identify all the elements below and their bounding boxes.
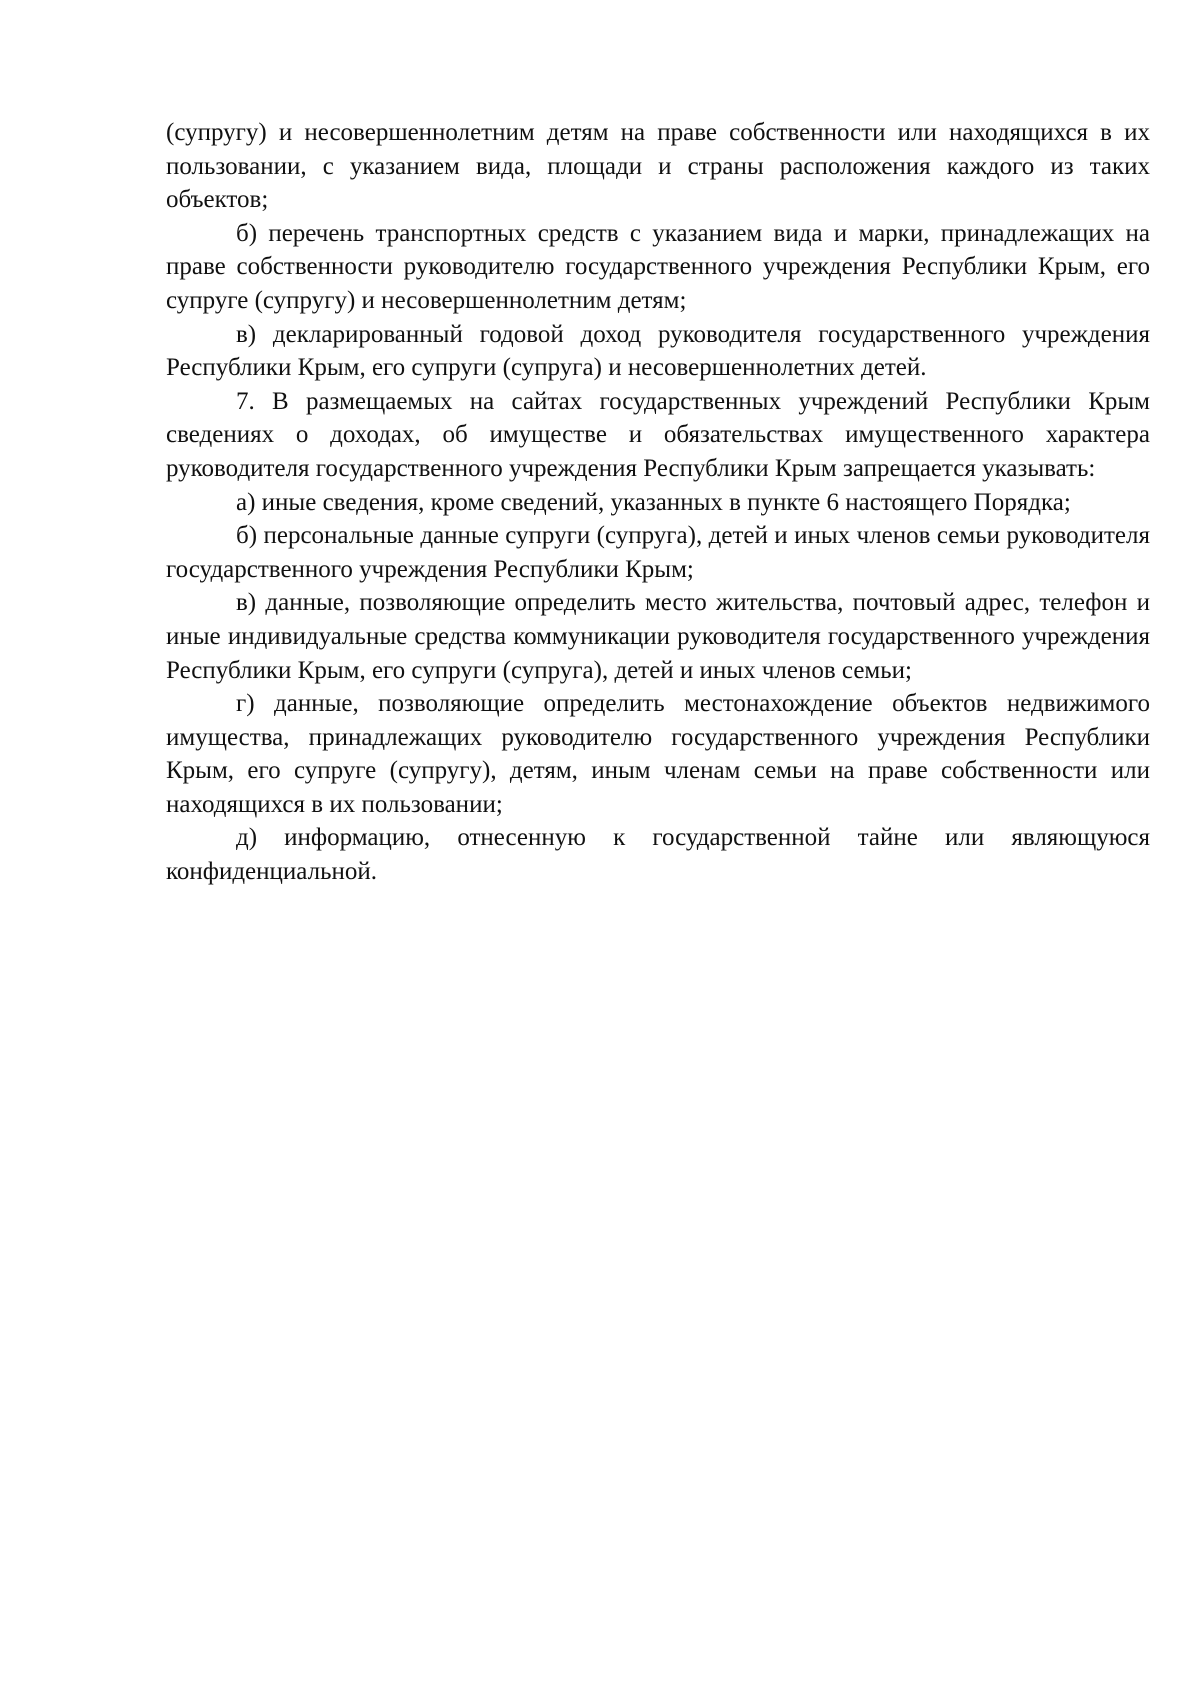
paragraph-item-v-residence-data: в) данные, позволяющие определить место жительства, почтовый адрес, телефон и иные индивидуальные средства коммуникации руководителя государственного учреждения Республики Крым, его супруги (супруга), детей и иных членов семьи; (166, 589, 1150, 684)
paragraph-item-b-vehicles: б) перечень транспортных средств с указанием вида и марки, принадлежащих на праве собственности руководителю государственного учреждения Республики Крым, его супруге (супругу) и несовершеннолетним детям; (166, 219, 1150, 314)
paragraph-item-d-secret-info: д) информацию, отнесенную к государственной тайне или являющуюся конфиденциальной. (166, 824, 1150, 886)
paragraph-continuation: (супругу) и несовершеннолетним детям на праве собственности или находящихся в их пользовании, с указанием вида, площади и страны расположения каждого из таких объектов; (166, 119, 1150, 214)
paragraph-item-v-income: в) декларированный годовой доход руководителя государственного учреждения Республики Крым, его супруги (супруга) и несовершеннолетних детей. (166, 320, 1150, 382)
paragraph-item-a-other-info: а) иные сведения, кроме сведений, указанных в пункте 6 настоящего Порядка; (236, 488, 1071, 516)
paragraph-section-7: 7. В размещаемых на сайтах государственных учреждений Республики Крым сведениях о доходах, об имуществе и обязательствах имущественного характера руководителя государственного учреждения Республики Крым запрещается указывать: (166, 387, 1150, 482)
paragraph-item-b-personal-data: б) персональные данные супруги (супруга), детей и иных членов семьи руководителя государственного учреждения Республики Крым; (166, 522, 1150, 583)
paragraph-item-g-property-location: г) данные, позволяющие определить местонахождение объектов недвижимого имущества, принадлежащих руководителю государственного учреждения Республики Крым, его супруге (супругу), детям, иным членам семьи на праве собственности или находящихся в их пользовании; (166, 690, 1150, 818)
document-body (166, 116, 1150, 889)
